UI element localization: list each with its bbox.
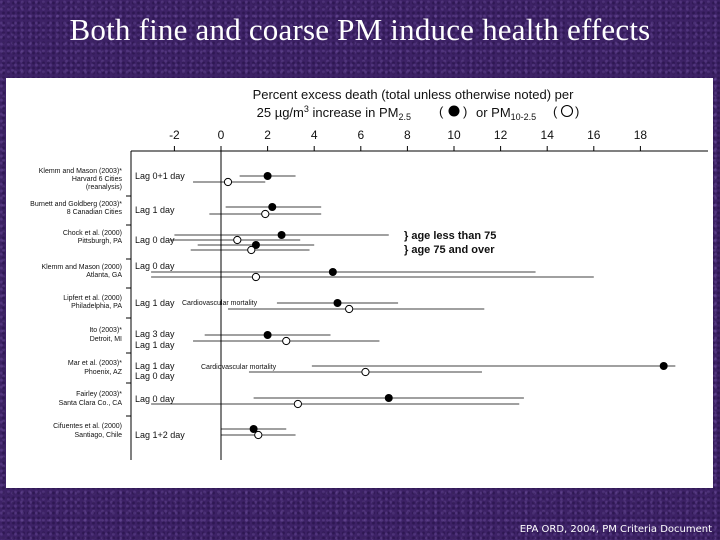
lag-label: Lag 0 day <box>135 235 175 245</box>
study-label: Cifuentes et al. (2000) <box>53 423 122 430</box>
lag-label: Lag 1 day <box>135 298 175 308</box>
pm25-estimate-point <box>268 203 276 211</box>
slide-title: Both fine and coarse PM induce health effects <box>69 12 651 47</box>
lag-label: Lag 0 day <box>135 261 175 271</box>
lag-label: Lag 0+1 day <box>135 171 185 181</box>
legend-open-circle <box>562 106 573 117</box>
study-label: Mar et al. (2003)* <box>67 360 122 367</box>
study-label: Harvard 6 Cities <box>71 176 122 183</box>
x-tick-label: 10 <box>447 128 461 142</box>
pm25-estimate-point <box>264 172 272 180</box>
study-label: Santiago, Chile <box>74 432 122 439</box>
x-tick-label: 0 <box>217 128 225 142</box>
pm25-estimate-point <box>278 231 286 239</box>
lag-label: Lag 1 day <box>135 205 175 215</box>
pm10-2.5-estimate-point <box>248 246 255 253</box>
pm10-2.5-estimate-point <box>224 178 231 185</box>
x-tick-label: 4 <box>310 128 318 142</box>
x-tick-label: 6 <box>357 128 365 142</box>
study-label: Ito (2003)* <box>89 327 122 334</box>
pm25-estimate-point <box>264 331 272 339</box>
pm10-2.5-estimate-point <box>283 337 290 344</box>
pm10-2.5-estimate-point <box>262 210 269 217</box>
lag-label: Lag 1 day <box>135 340 175 350</box>
study-label: Phoenix, AZ <box>84 369 122 376</box>
study-label: Atlanta, GA <box>86 272 122 279</box>
chart-header-line-2: 25 $\mu g/m^3$ increase in $PM_{2.5}$ <box>256 104 411 122</box>
source-note: EPA ORD, 2004, PM Criteria Document <box>519 524 712 535</box>
x-tick-label: 16 <box>587 128 601 142</box>
x-tick-label: 12 <box>493 128 508 142</box>
x-tick-label: 8 <box>404 128 411 142</box>
lag-label: Lag 0 day <box>135 394 175 404</box>
age-note-under-75: } age less than 75 <box>404 230 497 242</box>
x-tick-label: 18 <box>633 128 648 142</box>
forest-plot <box>6 78 713 488</box>
study-label: Lipfert et al. (2000) <box>63 295 122 302</box>
study-label: (reanalysis) <box>85 184 122 191</box>
study-label: Philadelphia, PA <box>71 303 122 310</box>
x-tick-label: 2 <box>264 128 271 142</box>
study-label: Klemm and Mason (2000) <box>41 264 122 271</box>
outcome-note: Cardiovascular mortality <box>182 300 258 307</box>
outcome-note: Cardiovascular mortality <box>201 364 277 371</box>
legend-paren-close-1: ) <box>463 104 468 119</box>
x-tick-label: -2 <box>169 128 180 142</box>
age-note-75-and-over: } age 75 and over <box>404 244 495 256</box>
legend-paren-open-2: ( <box>553 104 558 119</box>
study-label: Chock et al. (2000) <box>62 230 122 237</box>
lag-label: Lag 3 day <box>135 329 175 339</box>
legend-filled-circle <box>449 106 460 117</box>
study-label: Klemm and Mason (2003)* <box>38 168 122 175</box>
study-label: Detroit, MI <box>89 336 122 343</box>
pm25-estimate-point <box>334 299 342 307</box>
x-tick-label: 14 <box>540 128 554 142</box>
pm10-2.5-estimate-point <box>346 305 353 312</box>
lag-label: Lag 0 day <box>135 371 175 381</box>
pm10-2.5-estimate-point <box>255 431 262 438</box>
pm10-2.5-estimate-point <box>294 400 301 407</box>
study-label: Burnett and Goldberg (2003)* <box>30 201 122 208</box>
pm25-estimate-point <box>385 394 393 402</box>
pm10-2.5-estimate-point <box>234 236 241 243</box>
plot-layer <box>30 128 708 460</box>
pm10-2.5-estimate-point <box>252 273 259 280</box>
study-label: Fairley (2003)* <box>76 391 122 398</box>
chart-header-line-2b: or $PM_{10-2.5}$ <box>476 105 537 122</box>
lag-label: Lag 1+2 day <box>135 430 185 440</box>
pm25-estimate-point <box>329 268 337 276</box>
legend-paren-close-2: ) <box>575 104 580 119</box>
study-label: Pittsburgh, PA <box>77 238 122 245</box>
pm25-estimate-point <box>660 362 668 370</box>
figure-panel <box>6 78 713 488</box>
legend-paren-open-1: ( <box>439 104 444 119</box>
lag-label: Lag 1 day <box>135 361 175 371</box>
study-label: Santa Clara Co., CA <box>58 400 122 407</box>
chart-header-line-1: Percent excess death (total unless otherwise noted) per <box>252 87 574 102</box>
study-label: 8 Canadian Cities <box>66 209 122 216</box>
pm10-2.5-estimate-point <box>362 368 369 375</box>
